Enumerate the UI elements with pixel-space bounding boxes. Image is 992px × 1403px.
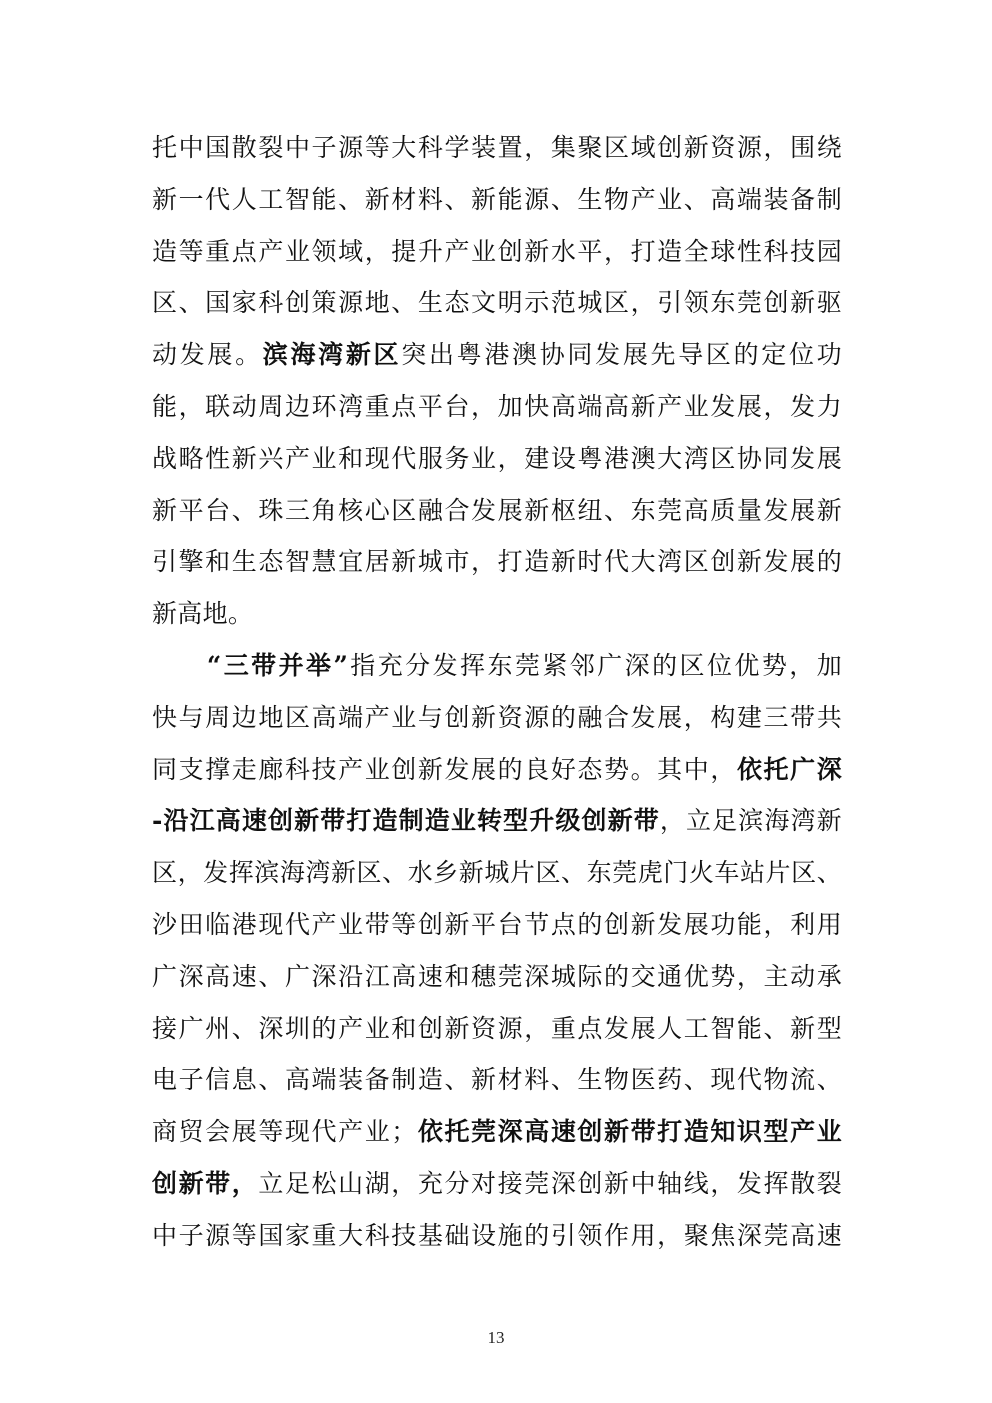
- text-segment: 商贸会展等现代产业；: [152, 1117, 417, 1147]
- text-segment: ，立足滨海湾新: [659, 806, 842, 836]
- page-number: 13: [487, 1328, 505, 1347]
- text-line: [152, 640, 842, 692]
- text-line: [152, 226, 842, 278]
- text-line: [152, 1106, 842, 1158]
- bold-text: -沿江高速创新带打造制造业转型升级创新带: [152, 806, 660, 836]
- text-segment: 沙田临港现代产业带等创新平台节点的创新发展功能，利用: [152, 909, 842, 939]
- body-text: [152, 122, 842, 1262]
- text-segment: 造等重点产业领域，提升产业创新水平，打造全球性科技园: [152, 236, 842, 266]
- text-segment: 电子信息、高端装备制造、新材料、生物医药、现代物流、: [152, 1065, 842, 1095]
- text-segment: 能，联动周边环湾重点平台，加快高端高新产业发展，发力: [152, 391, 842, 421]
- text-line: [152, 951, 842, 1003]
- text-segment: 区、国家科创策源地、生态文明示范城区，引领东莞创新驱: [152, 288, 842, 318]
- text-segment: 广深高速、广深沿江高速和穗莞深城际的交通优势，主动承: [152, 961, 842, 991]
- text-line: [152, 588, 842, 640]
- bold-text: “三带并举”: [206, 650, 349, 680]
- text-line: [152, 174, 842, 226]
- bold-text: 依托莞深高速创新带打造知识型产业: [416, 1117, 842, 1147]
- text-line: [152, 795, 842, 847]
- text-segment: 同支撑走廊科技产业创新发展的良好态势。其中，: [152, 754, 737, 784]
- bold-text: 创新带，: [152, 1168, 259, 1198]
- text-line: [152, 1158, 842, 1210]
- text-line: [152, 485, 842, 537]
- text-segment: [152, 651, 207, 680]
- text-line: [152, 847, 842, 899]
- text-line: [152, 1003, 842, 1055]
- text-segment: 区，发挥滨海湾新区、水乡新城片区、东莞虎门火车站片区、: [152, 858, 842, 888]
- text-segment: 托中国散裂中子源等大科学装置，集聚区域创新资源，围绕: [152, 133, 842, 162]
- text-line: [152, 381, 842, 433]
- text-segment: 战略性新兴产业和现代服务业，建设粤港澳大湾区协同发展: [152, 443, 842, 473]
- text-segment: 新高地。: [152, 599, 254, 629]
- text-line: [152, 1054, 842, 1106]
- text-line: [152, 433, 842, 485]
- text-segment: 快与周边地区高端产业与创新资源的融合发展，构建三带共: [152, 702, 842, 732]
- text-line: [152, 692, 842, 744]
- text-segment: 接广州、深圳的产业和创新资源，重点发展人工智能、新型: [152, 1013, 842, 1043]
- bold-text: 滨海湾新区: [262, 340, 402, 370]
- text-segment: 引擎和生态智慧宜居新城市，打造新时代大湾区创新发展的: [152, 547, 842, 577]
- text-line: [152, 744, 842, 796]
- text-line: [152, 1210, 842, 1262]
- text-segment: 新一代人工智能、新材料、新能源、生物产业、高端装备制: [152, 184, 842, 214]
- text-line: [152, 536, 842, 588]
- text-segment: 突出粤港澳协同发展先导区的定位功: [401, 340, 842, 370]
- text-line: [152, 122, 842, 174]
- text-segment: 立足松山湖，充分对接莞深创新中轴线，发挥散裂: [258, 1168, 842, 1198]
- text-line: [152, 329, 842, 381]
- text-line: [152, 899, 842, 951]
- bold-text: 依托广深: [736, 754, 842, 784]
- text-segment: 中子源等国家重大科技基础设施的引领作用，聚焦深莞高速: [152, 1220, 842, 1250]
- text-segment: 新平台、珠三角核心区融合发展新枢纽、东莞高质量发展新: [152, 495, 842, 525]
- text-line: [152, 277, 842, 329]
- text-segment: 指充分发挥东莞紧邻广深的区位优势，加: [348, 650, 842, 680]
- text-segment: 动发展。: [152, 340, 263, 370]
